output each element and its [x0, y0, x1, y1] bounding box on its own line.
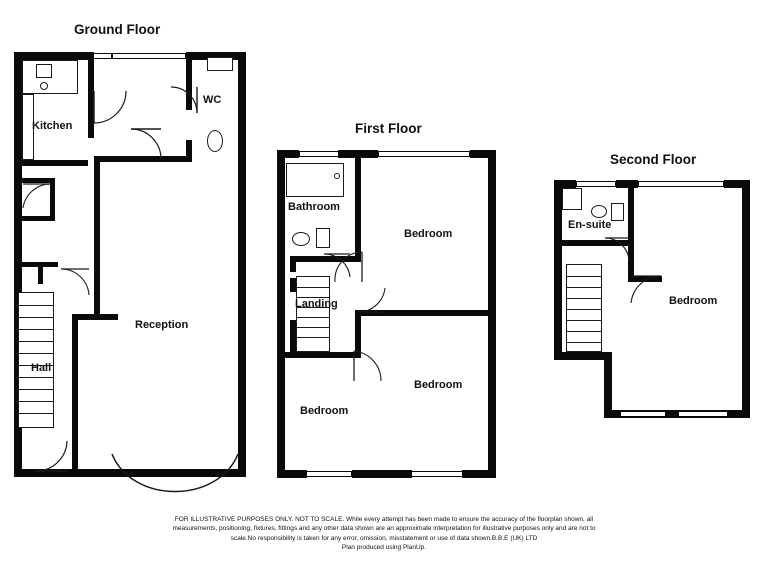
door-bedroom-top [333, 250, 363, 284]
wc-cistern [207, 57, 233, 71]
staircase-second [566, 264, 602, 352]
wc-toilet [207, 130, 223, 152]
disclaimer-line-4: Plan produced using PlanUp. [341, 544, 427, 552]
wall-first-bedroom-left-top [277, 352, 297, 358]
wall-first-bottom-mid [352, 470, 412, 478]
room-label-bathroom: Bathroom [288, 201, 340, 213]
wall-second-top-left [554, 180, 576, 188]
room-label-hall: Hall [31, 362, 52, 374]
second-floor-title: Second Floor [610, 152, 697, 167]
room-label-bedroom-second: Bedroom [669, 295, 718, 307]
door-hall-reception [130, 128, 162, 160]
room-label-bedroom-first-mid: Bedroom [414, 379, 463, 391]
ensuite-shower [562, 188, 582, 210]
wall-second-left [554, 180, 562, 360]
window-first-bedroom-top [378, 151, 470, 157]
disclaimer-line-3: scale.No responsibility is taken for any error, omission, misstatement or use of data shown.B.B.E (UK) LTD [230, 534, 538, 542]
room-label-bedroom-first-top: Bedroom [404, 228, 453, 240]
window-ground-top [112, 53, 186, 59]
door-cupboard-upper [22, 183, 52, 209]
room-label-kitchen: Kitchen [32, 120, 73, 132]
wall-landing-bottom [290, 352, 358, 358]
room-label-reception: Reception [135, 319, 189, 331]
window-first-bathroom [299, 151, 339, 157]
wall-landing-left-upper [290, 256, 296, 272]
disclaimer-line-1: FOR ILLUSTRATIVE PURPOSES ONLY. NOT TO SCALE. While every attempt has been made to ensure the accuracy of the floorplan shown, all [174, 516, 594, 523]
wall-first-left [277, 150, 285, 478]
wall-understairs-right [38, 262, 43, 284]
door-understairs [60, 268, 90, 296]
door-wc [170, 86, 198, 114]
window-second-bottom-left [620, 411, 666, 417]
door-kitchen [93, 90, 127, 124]
wall-first-top-left [277, 150, 299, 158]
wall-reception-left [72, 314, 78, 472]
reception-bay-window [110, 452, 240, 508]
wall-ground-right [238, 52, 246, 477]
window-first-bedroom-mid [411, 471, 463, 477]
wall-hall-right [94, 156, 100, 316]
wall-ground-top-left [14, 52, 88, 60]
ensuite-toilet [611, 203, 624, 221]
bathtub [286, 163, 344, 197]
door-bedroom-left [352, 350, 382, 382]
wall-second-right [742, 180, 750, 418]
door-landing-bedroom-mid [356, 286, 386, 314]
wall-understairs-top [14, 262, 58, 267]
door-ensuite [604, 236, 630, 262]
bathroom-toilet [316, 228, 330, 248]
wall-second-lower-left [554, 352, 612, 360]
wall-cupboard-bottom [14, 216, 55, 221]
first-floor-title: First Floor [355, 121, 422, 136]
kitchen-hob-burner [40, 82, 48, 90]
wall-kitchen-bottom [36, 160, 88, 166]
wall-first-bedroom-top-left [355, 150, 361, 262]
bathroom-basin [292, 232, 310, 246]
room-label-bedroom-first-left: Bedroom [300, 405, 349, 417]
window-first-bedroom-left [306, 471, 352, 477]
room-label-ensuite: En-suite [568, 219, 612, 231]
ensuite-basin [591, 205, 607, 218]
bath-tap [334, 173, 340, 179]
ground-floor-title: Ground Floor [74, 22, 161, 37]
wall-second-top-mid [616, 180, 638, 188]
room-label-landing: Landing [295, 298, 338, 310]
disclaimer-line-2: measurements, positioning, fixtures, fittings and any other data shown are an approximate interpretation for illustrative purposes only and are not to [172, 525, 596, 533]
window-second-ensuite [576, 181, 616, 187]
door-bedroom-second [630, 274, 662, 304]
wall-first-bottom-left [277, 470, 307, 478]
room-label-wc: WC [203, 94, 222, 106]
disclaimer-text [0, 515, 768, 553]
wall-second-bottom-left [604, 352, 612, 418]
staircase-first [296, 276, 330, 352]
door-front-entrance [34, 440, 68, 472]
staircase-ground [18, 292, 54, 428]
wall-first-bottom-right [462, 470, 496, 478]
window-second-bottom-right [678, 411, 728, 417]
wall-kitchen-right-lower [88, 124, 94, 138]
window-second-bedroom-top [638, 181, 724, 187]
kitchen-sink [36, 64, 52, 78]
wall-kitchen-bottom-left [14, 160, 36, 166]
